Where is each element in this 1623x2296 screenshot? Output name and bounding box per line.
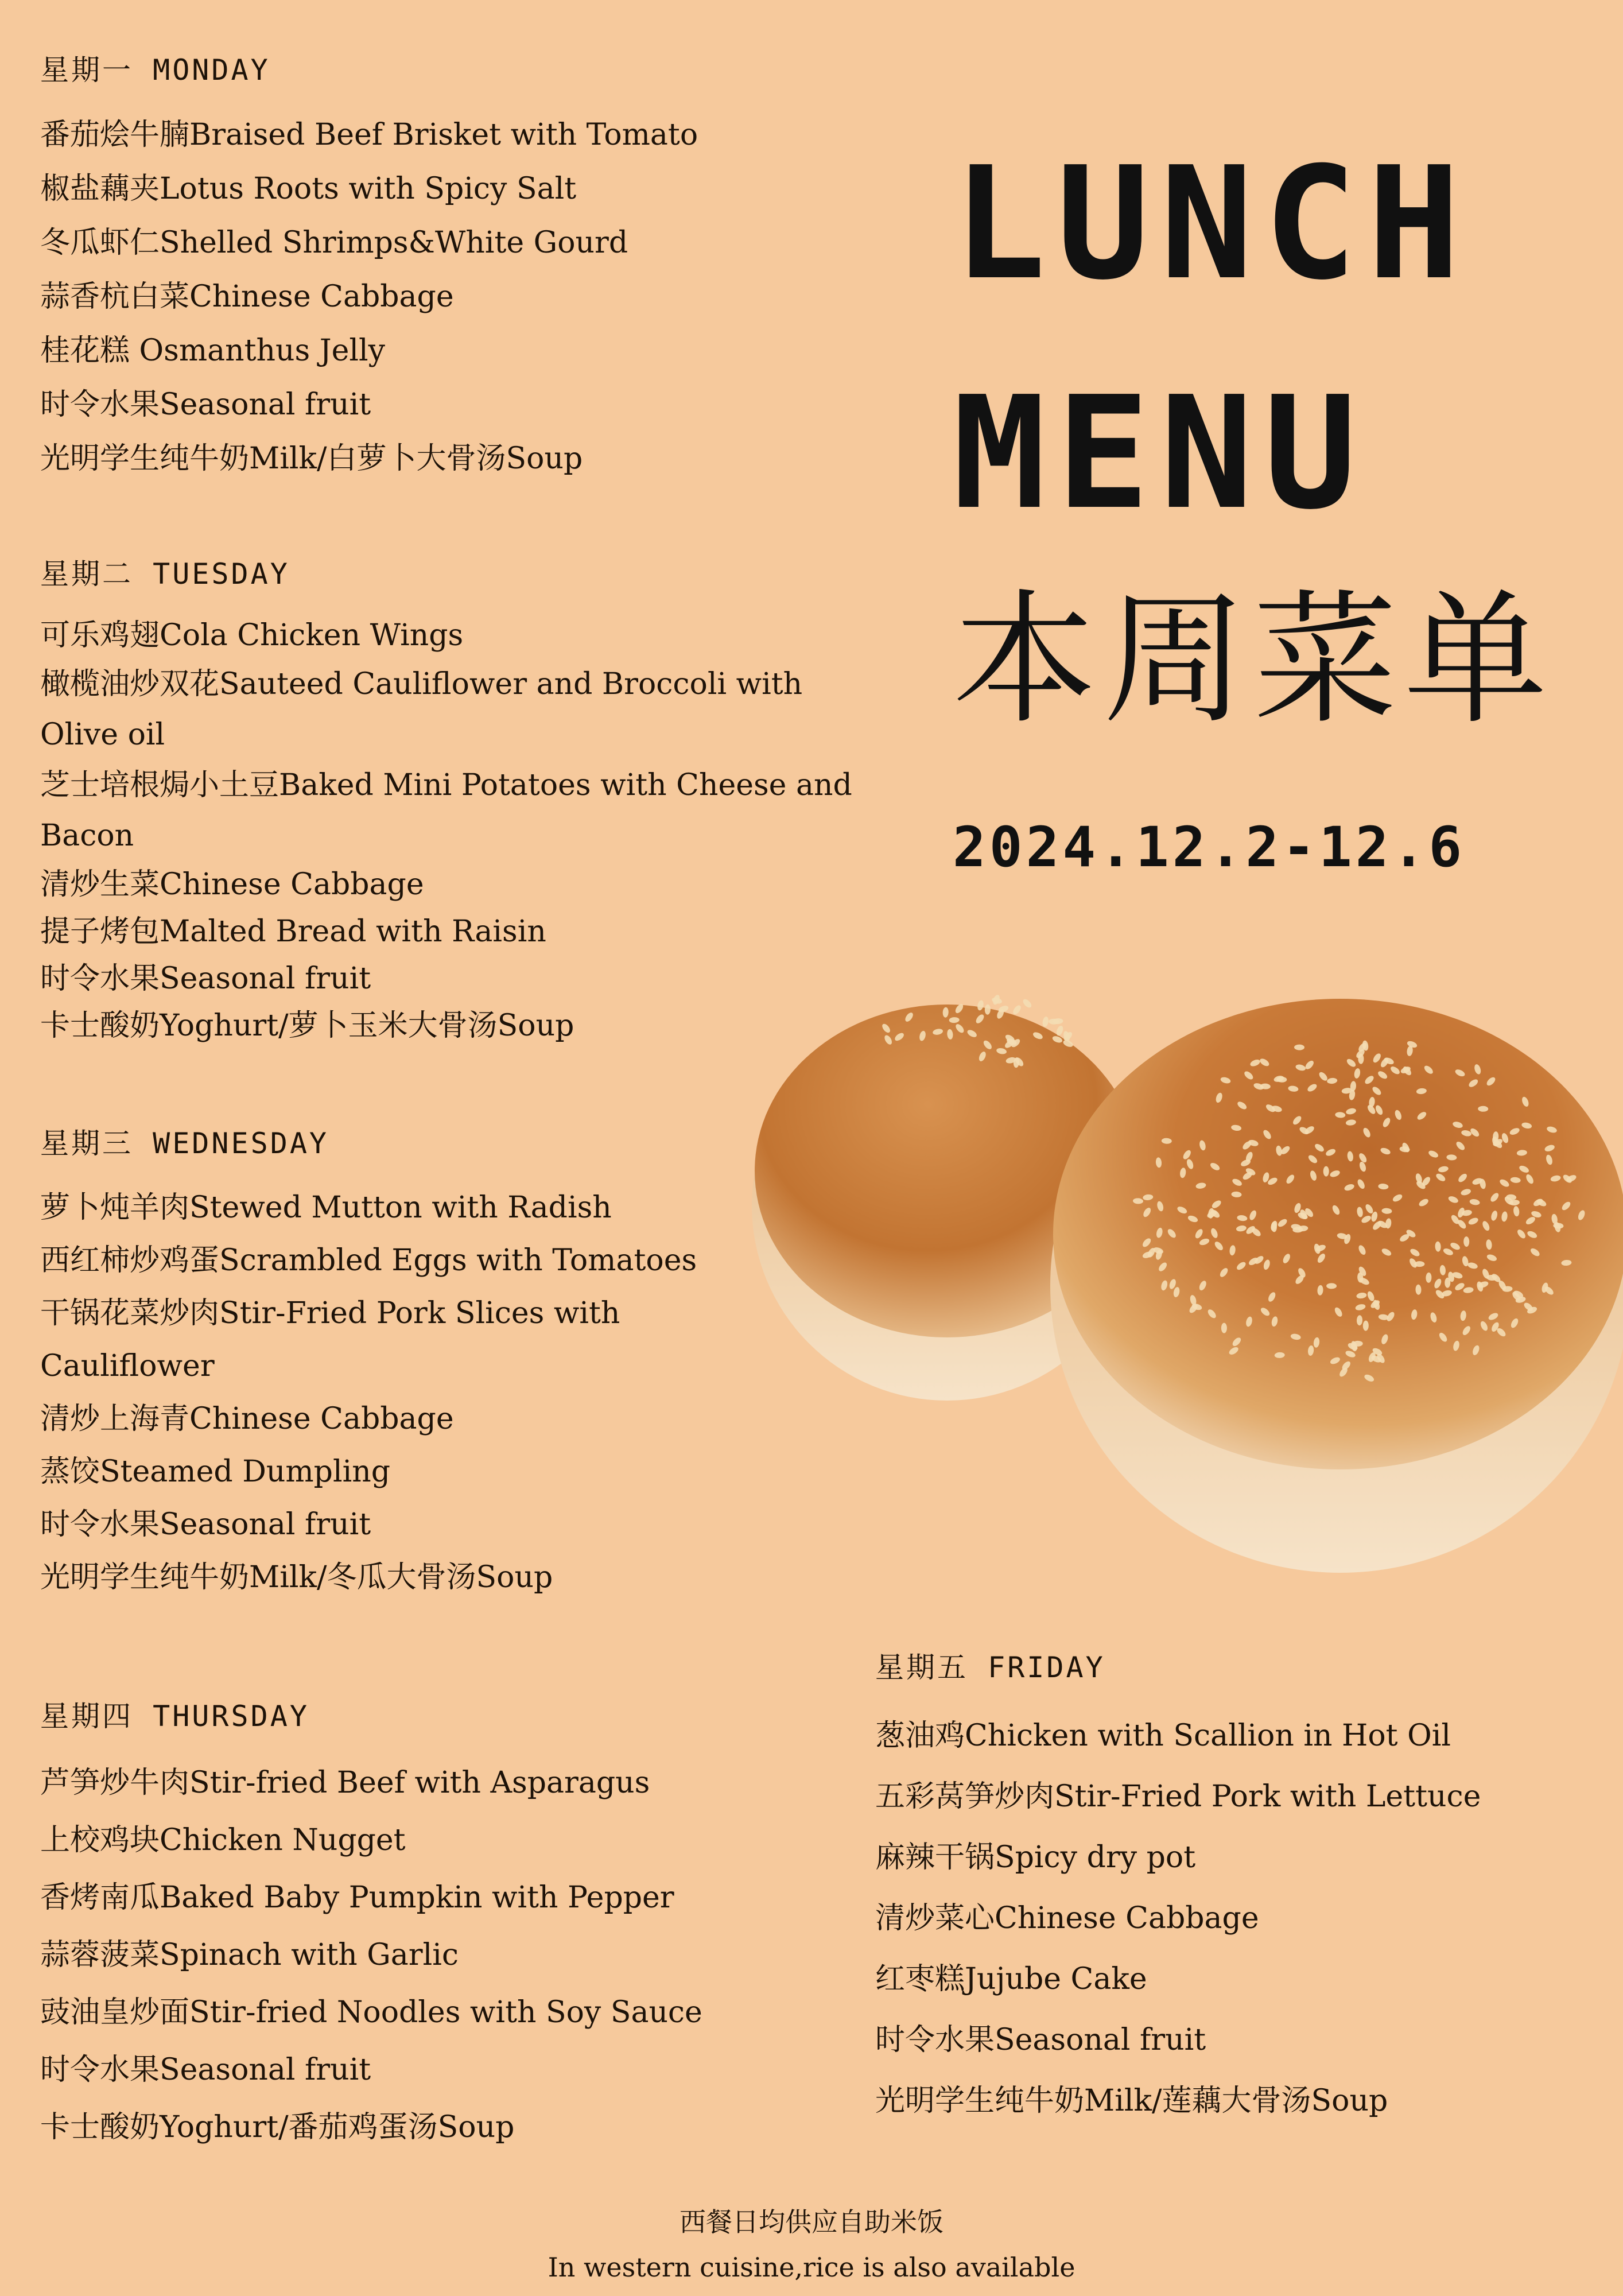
menu-item: 麻辣干锅Spicy dry pot [875, 1840, 1196, 1875]
menu-item: 清炒上海青Chinese Cabbage [40, 1402, 454, 1436]
footer-chinese-note: 西餐日均供应自助米饭 [680, 2206, 943, 2237]
thursday-heading: 星期四 THURSDAY [40, 1700, 309, 1733]
wednesday-heading: 星期三 WEDNESDAY [40, 1127, 329, 1160]
footer [0, 2201, 1623, 2283]
menu-item: 卡士酸奶Yoghurt/番茄鸡蛋汤Soup [40, 2110, 515, 2144]
menu-item: 提子烤包Malted Bread with Raisin [40, 914, 546, 949]
menu-item: 番茄烩牛腩Braised Beef Brisket with Tomato [40, 118, 698, 152]
menu-item: 红枣糕Jujube Cake [875, 1962, 1147, 1996]
friday-section [875, 1645, 1616, 2131]
sesame-buns-photo [740, 964, 1623, 1590]
menu-item: 清炒生菜Chinese Cabbage [40, 867, 424, 902]
menu-item: 时令水果Seasonal fruit [40, 2053, 371, 2087]
menu-item: 蒜香杭白菜Chinese Cabbage [40, 280, 454, 314]
menu-item: 萝卜炖羊肉Stewed Mutton with Radish [40, 1190, 612, 1225]
menu-item: 桂花糕 Osmanthus Jelly [40, 333, 385, 368]
menu-item: 光明学生纯牛奶Milk/莲藕大骨汤Soup [875, 2084, 1388, 2118]
footer-english-note: In western cuisine,rice is also available [548, 2252, 1075, 2283]
menu-item: 芦笋炒牛肉Stir-fried Beef with Asparagus [40, 1766, 650, 1800]
title-block [953, 109, 1554, 879]
thursday-section [40, 1693, 855, 2156]
wednesday-section [40, 1120, 798, 1604]
date-range: 2024.12.2-12.6 [953, 815, 1466, 879]
menu-item: 卡士酸奶Yoghurt/萝卜玉米大骨汤Soup [40, 1009, 574, 1043]
menu-item: 上校鸡块Chicken Nugget [40, 1823, 406, 1857]
menu-item: 光明学生纯牛奶Milk/白萝卜大骨汤Soup [40, 441, 583, 476]
menu-item: 可乐鸡翅Cola Chicken Wings [40, 618, 464, 653]
menu-item: 五彩莴笋炒肉Stir-Fried Pork with Lettuce [875, 1779, 1481, 1814]
title-lunch: LUNCH [953, 133, 1471, 314]
menu-item: 葱油鸡Chicken with Scallion in Hot Oil [875, 1719, 1451, 1753]
menu-item: 清炒菜心Chinese Cabbage [875, 1901, 1259, 1936]
menu-item: 光明学生纯牛奶Milk/冬瓜大骨汤Soup [40, 1560, 553, 1595]
friday-heading: 星期五 FRIDAY [875, 1651, 1105, 1684]
menu-item: 蒜蓉菠菜Spinach with Garlic [40, 1938, 459, 1972]
menu-item: 时令水果Seasonal fruit [40, 387, 371, 422]
title-menu: MENU [953, 363, 1368, 544]
menu-item: 蒸饺Steamed Dumpling [40, 1455, 391, 1489]
menu-item: 冬瓜虾仁Shelled Shrimps&White Gourd [40, 226, 628, 260]
title-chinese: 本周菜单 [953, 576, 1554, 743]
menu-item: 椒盐藕夹Lotus Roots with Spicy Salt [40, 172, 577, 206]
menu-item: 橄榄油炒双花Sauteed Cauliflower and Broccoli with Olive oil [40, 667, 803, 752]
menu-item: 香烤南瓜Baked Baby Pumpkin with Pepper [40, 1880, 674, 1915]
menu-item: 芝士培根焗小土豆Baked Mini Potatoes with Cheese and Bacon [40, 768, 852, 853]
menu-item: 豉油皇炒面Stir-fried Noodles with Soy Sauce [40, 1995, 702, 2030]
monday-section [40, 47, 844, 486]
menu-item: 西红柿炒鸡蛋Scrambled Eggs with Tomatoes [40, 1243, 697, 1278]
menu-item: 时令水果Seasonal fruit [40, 961, 371, 996]
tuesday-heading: 星期二 TUESDAY [40, 557, 290, 591]
menu-item: 时令水果Seasonal fruit [875, 2023, 1206, 2057]
menu-item: 时令水果Seasonal fruit [40, 1507, 371, 1542]
monday-heading: 星期一 MONDAY [40, 53, 270, 87]
menu-item: 干锅花菜炒肉Stir-Fried Pork Slices with Cauliflower [40, 1296, 620, 1383]
